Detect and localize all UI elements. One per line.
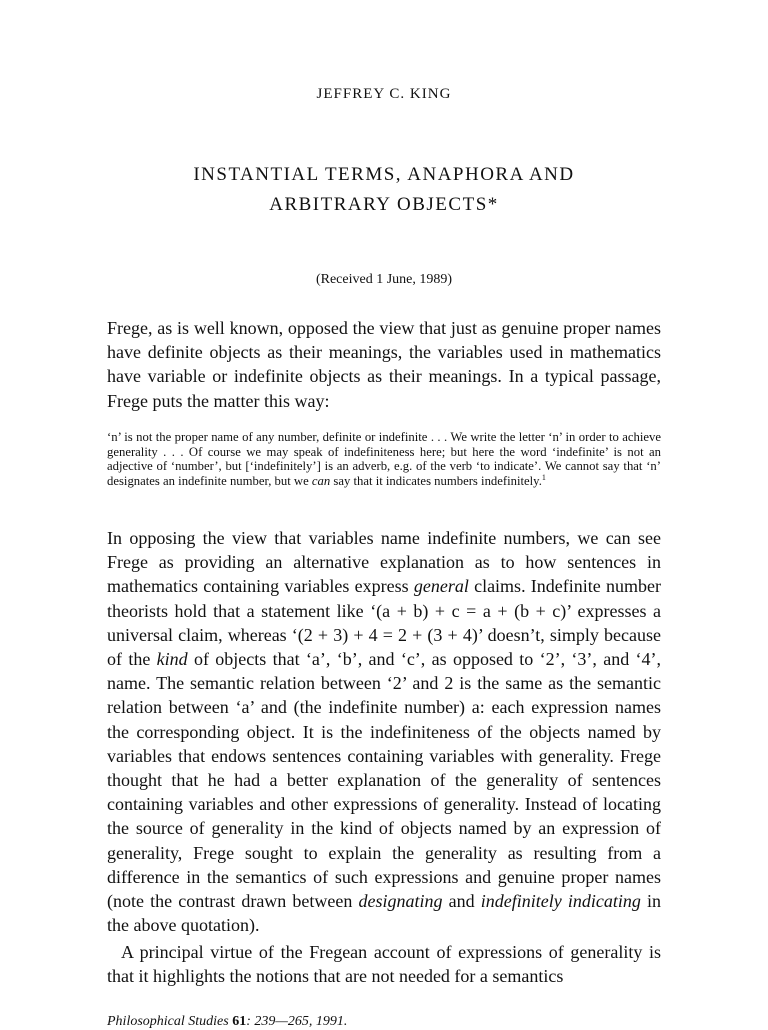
p2-text-2: claims. Indefinite number theorists hold that a statement like ‘(a + b) + c = a + (b + c)’ expresses a universal claim, whereas ‘(2 + 3) + 4 = 2 + (3 + 4)’ doesn’t, simply because of the xyxy=(107,576,661,670)
footnote-marker: 1 xyxy=(541,472,546,482)
title-line-2: ARBITRARY OBJECTS* xyxy=(269,194,499,215)
journal-pages: : 239—265, 1991. xyxy=(246,1014,348,1029)
p2-emphasis-kind: kind xyxy=(156,649,188,670)
block-quote xyxy=(107,430,661,489)
author-name: JEFFREY C. KING xyxy=(316,86,452,102)
title-line-1: INSTANTIAL TERMS, ANAPHORA AND xyxy=(193,164,575,185)
journal-citation xyxy=(107,1014,347,1030)
quote-text-1: ‘n’ is not the proper name of any number, definite or indefinite . . . We write the letter ‘n’ in order to achieve generality . . . Of course we may speak of indefiniteness here; but here the word ‘indefinite’ is not an adjective of ‘number’, but [‘indefinitely’] is an adverb, e.g. of the verb ‘to indicate’. We cannot say that ‘n’ designates an indefinite number, but we xyxy=(107,430,661,489)
p2-emphasis-designating: designating xyxy=(358,891,443,912)
journal-name: Philosophical Studies xyxy=(107,1014,229,1029)
p2-text-4: and xyxy=(442,891,481,912)
quote-emphasis: can xyxy=(311,474,331,489)
p2-text-3: of objects that ‘a’, ‘b’, and ‘c’, as opposed to ‘2’, ‘3’, and ‘4’, name. The semantic relation between ‘2’ and 2 is the same as the semantic relation between ‘a’ and (the indefinite number) a: each expression names the corresponding object. It is the indefiniteness of the objects named by variables that endows sentences containing variables with generality. Frege thought that he had a better explanation of the generality of sentences containing variables and other expressions of generality. Instead of locating the source of generality in the kind of objects named by an expression of generality, Frege sought to explain the generality as resulting from a difference in the semantics of such expressions and genuine proper names (note the contrast drawn between xyxy=(107,649,661,912)
paragraph-2 xyxy=(107,526,661,937)
paper-title xyxy=(0,160,768,220)
p2-text-5: in the above quotation). xyxy=(107,891,661,936)
received-date: (Received 1 June, 1989) xyxy=(315,272,453,287)
journal-volume: 61 xyxy=(232,1014,247,1029)
paragraph-1: Frege, as is well known, opposed the view that just as genuine proper names have definite objects as their meanings, the variables used in mathematics have variable or indefinite objects as their meanings. In a typical passage, Frege puts the matter this way: xyxy=(107,318,661,411)
quote-text-2: say that it indicates numbers indefinitely. xyxy=(330,474,542,489)
p2-text-1: In opposing the view that variables name indefinite numbers, we can see Frege as providing an alternative explanation as to how sentences in mathematics containing variables express xyxy=(107,528,661,597)
p2-emphasis-indicating: indefinitely indicating xyxy=(480,891,641,912)
p2-emphasis-general: general xyxy=(413,576,469,597)
paragraph-3: A principal virtue of the Fregean account of expressions of generality is that it highlights the notions that are not needed for a semantics xyxy=(107,942,661,987)
